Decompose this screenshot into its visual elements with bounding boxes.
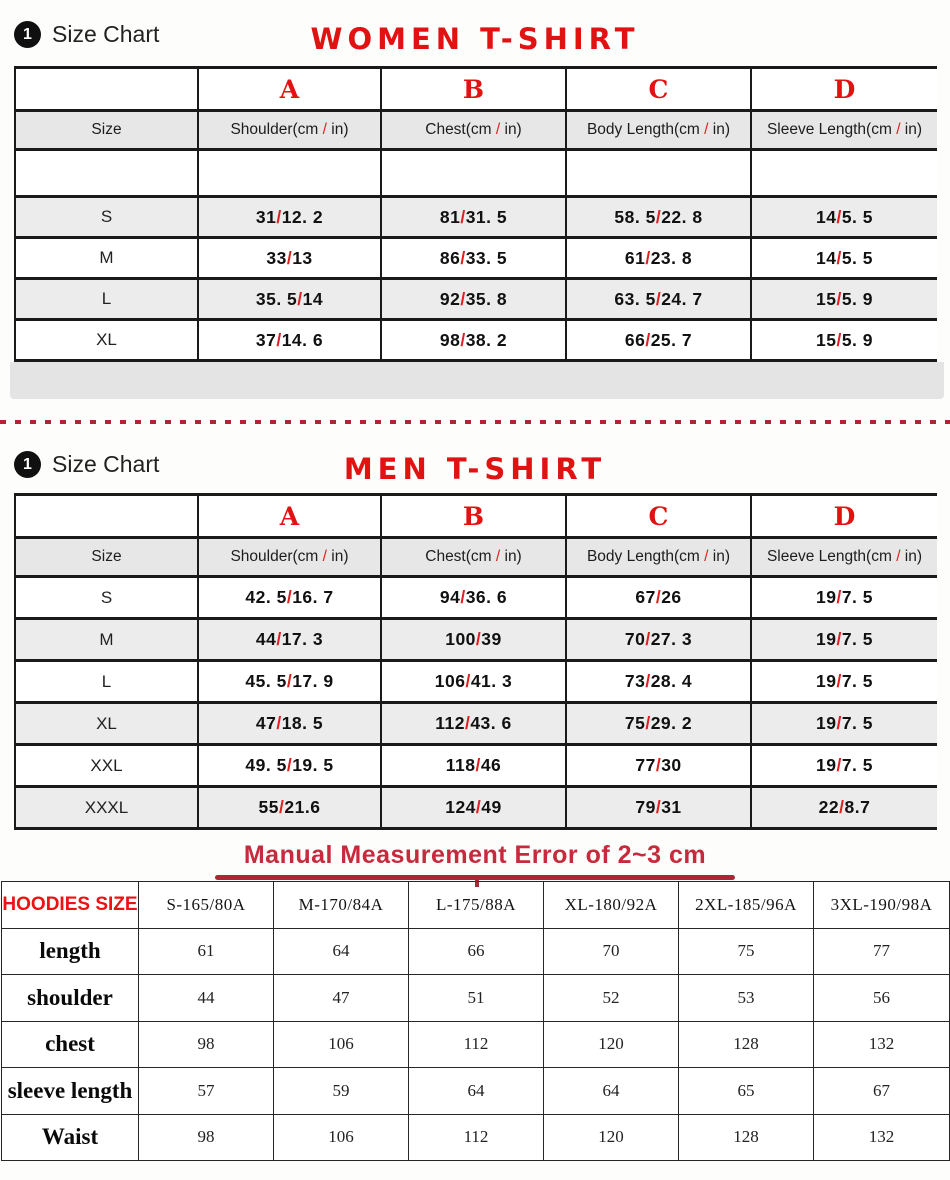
number-1-badge-icon: 1 [14, 21, 41, 48]
size-chart-label: Size Chart [52, 451, 160, 477]
measurement-value-cell: 100/39 [381, 619, 566, 661]
measure-header-cell: Body Length(cm / in) [566, 111, 751, 150]
red-slash: / [460, 587, 466, 607]
red-slash: / [655, 797, 662, 817]
measure-header-cell: Shoulder(cm / in) [198, 111, 381, 150]
hoodies-value-cell: 98 [139, 1021, 274, 1068]
measurement-value-cell: 19/7. 5 [751, 577, 937, 619]
size-cell: L [15, 279, 198, 320]
red-slash: / [286, 755, 293, 775]
women-section-header [0, 0, 950, 66]
red-slash: / [495, 548, 501, 565]
measurement-value-cell: 55/21.6 [198, 787, 381, 829]
size-data-row [15, 661, 937, 703]
red-slash: / [464, 713, 471, 733]
red-slash: / [836, 629, 842, 649]
red-slash: / [655, 755, 662, 775]
measurement-value-cell: 86/33. 5 [381, 238, 566, 279]
hoodies-value-cell: 52 [544, 975, 679, 1022]
hoodies-size-label-cell: HOODIES SIZE [2, 882, 139, 929]
women-tshirt-title: WOMEN T-SHIRT [310, 22, 640, 56]
measure-header-cell: Sleeve Length(cm / in) [751, 538, 937, 577]
red-slash: / [704, 548, 709, 565]
hoodies-value-cell: 51 [409, 975, 544, 1022]
red-slash: / [836, 247, 842, 268]
hoodies-value-cell: 128 [679, 1114, 814, 1161]
red-slash: / [276, 713, 282, 733]
hoodies-value-cell: 47 [274, 975, 409, 1022]
hoodies-value-cell: 70 [544, 928, 679, 975]
size-cell: M [15, 619, 198, 661]
measure-header-cell: Chest(cm / in) [381, 111, 566, 150]
red-slash: / [836, 671, 842, 691]
measurement-value-cell: 35. 5/14 [198, 279, 381, 320]
red-slash: / [322, 121, 327, 138]
hoodies-value-cell: 59 [274, 1068, 409, 1115]
hoodies-data-row [2, 928, 950, 975]
measurement-value-cell: 118/46 [381, 745, 566, 787]
column-header-row [15, 111, 937, 150]
measurement-value-cell: 73/28. 4 [566, 661, 751, 703]
hoodies-row-label-cell: length [2, 928, 139, 975]
size-cell: XL [15, 320, 198, 361]
hoodies-value-cell: 75 [679, 928, 814, 975]
measurement-value-cell: 106/41. 3 [381, 661, 566, 703]
hoodies-value-cell: 67 [814, 1068, 950, 1115]
measurement-error-note: Manual Measurement Error of 2~3 cm [243, 841, 707, 869]
size-chart-label: Size Chart [52, 21, 160, 47]
hoodies-value-cell: 57 [139, 1068, 274, 1115]
hoodies-column-header-cell: M-170/84A [274, 882, 409, 929]
red-slash: / [839, 797, 845, 817]
measurement-value-cell: 92/35. 8 [381, 279, 566, 320]
column-letter-cell: D [751, 68, 937, 111]
size-data-row [15, 238, 937, 279]
red-slash: / [645, 713, 651, 733]
hoodies-value-cell: 64 [409, 1068, 544, 1115]
measurement-value-cell: 19/7. 5 [751, 703, 937, 745]
red-slash: / [836, 587, 842, 607]
red-slash: / [276, 206, 282, 227]
red-slash: / [475, 797, 482, 817]
size-data-row [15, 279, 937, 320]
column-letter-cell: B [381, 495, 566, 538]
measurement-value-cell: 75/29. 2 [566, 703, 751, 745]
blank-cell [15, 150, 198, 197]
men-section-header [0, 441, 950, 493]
measurement-value-cell: 44/17. 3 [198, 619, 381, 661]
column-letter-row [15, 495, 937, 538]
hoodies-data-row [2, 1068, 950, 1115]
blank-row [15, 150, 937, 197]
hoodies-value-cell: 56 [814, 975, 950, 1022]
column-letter-cell: A [198, 68, 381, 111]
measurement-value-cell: 19/7. 5 [751, 745, 937, 787]
hoodies-value-cell: 66 [409, 928, 544, 975]
measurement-value-cell: 77/30 [566, 745, 751, 787]
red-tick-mark [475, 878, 479, 887]
size-cell: L [15, 661, 198, 703]
women-tshirt-size-table [14, 66, 937, 362]
size-cell: S [15, 577, 198, 619]
hoodies-row-label-cell: chest [2, 1021, 139, 1068]
red-slash: / [645, 329, 651, 350]
measure-header-cell: Shoulder(cm / in) [198, 538, 381, 577]
hoodies-column-header-cell: 3XL-190/98A [814, 882, 950, 929]
hoodies-value-cell: 65 [679, 1068, 814, 1115]
measurement-value-cell: 66/25. 7 [566, 320, 751, 361]
red-slash: / [645, 247, 651, 268]
column-header-row [15, 538, 937, 577]
measurement-value-cell: 61/23. 8 [566, 238, 751, 279]
measurement-value-cell: 31/12. 2 [198, 197, 381, 238]
red-slash: / [279, 797, 285, 817]
measurement-value-cell: 22/8.7 [751, 787, 937, 829]
hoodies-value-cell: 112 [409, 1021, 544, 1068]
red-slash: / [460, 288, 466, 309]
size-cell: S [15, 197, 198, 238]
measurement-value-cell: 70/27. 3 [566, 619, 751, 661]
hoodies-value-cell: 120 [544, 1114, 679, 1161]
hoodies-value-cell: 106 [274, 1021, 409, 1068]
hoodies-row-label-cell: Waist [2, 1114, 139, 1161]
red-slash: / [322, 548, 327, 565]
red-slash: / [460, 206, 466, 227]
measurement-value-cell: 14/5. 5 [751, 197, 937, 238]
separator-gap [0, 424, 950, 441]
column-letter-cell: D [751, 495, 937, 538]
letter-corner-cell [15, 495, 198, 538]
measurement-value-cell: 37/14. 6 [198, 320, 381, 361]
hoodies-row-label-cell: shoulder [2, 975, 139, 1022]
size-cell: M [15, 238, 198, 279]
red-slash: / [836, 755, 842, 775]
measurement-value-cell: 67/26 [566, 577, 751, 619]
red-slash: / [460, 329, 466, 350]
hoodies-value-cell: 61 [139, 928, 274, 975]
measurement-value-cell: 63. 5/24. 7 [566, 279, 751, 320]
hoodies-row-label-cell: sleeve length [2, 1068, 139, 1115]
red-slash: / [465, 671, 471, 691]
red-slash: / [495, 121, 501, 138]
hoodies-value-cell: 128 [679, 1021, 814, 1068]
hoodies-value-cell: 64 [274, 928, 409, 975]
blank-cell [198, 150, 381, 197]
measurement-value-cell: 49. 5/19. 5 [198, 745, 381, 787]
measurement-value-cell: 47/18. 5 [198, 703, 381, 745]
size-header-cell: Size [15, 111, 198, 150]
hoodies-value-cell: 53 [679, 975, 814, 1022]
measurement-value-cell: 19/7. 5 [751, 619, 937, 661]
column-letter-cell: C [566, 495, 751, 538]
measure-header-cell: Chest(cm / in) [381, 538, 566, 577]
size-cell: XXL [15, 745, 198, 787]
hoodies-value-cell: 106 [274, 1114, 409, 1161]
hoodies-value-cell: 64 [544, 1068, 679, 1115]
measurement-value-cell: 81/31. 5 [381, 197, 566, 238]
measurement-value-cell: 94/36. 6 [381, 577, 566, 619]
hoodies-data-row [2, 1114, 950, 1161]
size-data-row [15, 745, 937, 787]
men-tshirt-title: MEN T-SHIRT [343, 452, 607, 486]
red-slash: / [475, 629, 482, 649]
hoodies-value-cell: 132 [814, 1114, 950, 1161]
measurement-value-cell: 15/5. 9 [751, 320, 937, 361]
red-slash: / [836, 713, 842, 733]
red-slash: / [655, 587, 662, 607]
red-slash: / [645, 671, 651, 691]
size-data-row [15, 320, 937, 361]
measurement-value-cell: 79/31 [566, 787, 751, 829]
size-data-row [15, 577, 937, 619]
women-table-footer-band [10, 362, 944, 399]
red-slash: / [655, 206, 662, 227]
red-slash: / [286, 671, 293, 691]
hoodies-header-row [2, 882, 950, 929]
size-data-row [15, 787, 937, 829]
measure-header-cell: Body Length(cm / in) [566, 538, 751, 577]
measurement-value-cell: 42. 5/16. 7 [198, 577, 381, 619]
hoodies-value-cell: 120 [544, 1021, 679, 1068]
number-1-badge-icon: 1 [14, 451, 41, 478]
red-slash: / [276, 629, 282, 649]
size-data-row [15, 619, 937, 661]
red-slash: / [297, 288, 303, 309]
measurement-value-cell: 15/5. 9 [751, 279, 937, 320]
hoodies-value-cell: 44 [139, 975, 274, 1022]
size-data-row [15, 703, 937, 745]
size-header-cell: Size [15, 538, 198, 577]
size-cell: XL [15, 703, 198, 745]
hoodies-column-header-cell: L-175/88A [409, 882, 544, 929]
blank-cell [566, 150, 751, 197]
red-slash: / [475, 755, 481, 775]
red-slash: / [655, 288, 662, 309]
hoodies-column-header-cell: XL-180/92A [544, 882, 679, 929]
letter-corner-cell [15, 68, 198, 111]
measurement-value-cell: 19/7. 5 [751, 661, 937, 703]
red-slash: / [286, 587, 293, 607]
hoodies-value-cell: 132 [814, 1021, 950, 1068]
column-letter-cell: B [381, 68, 566, 111]
hoodies-value-cell: 112 [409, 1114, 544, 1161]
hoodies-value-cell: 98 [139, 1114, 274, 1161]
hoodies-value-cell: 77 [814, 928, 950, 975]
measurement-value-cell: 45. 5/17. 9 [198, 661, 381, 703]
blank-cell [381, 150, 566, 197]
measure-header-cell: Sleeve Length(cm / in) [751, 111, 937, 150]
measurement-value-cell: 14/5. 5 [751, 238, 937, 279]
column-letter-cell: A [198, 495, 381, 538]
hoodies-data-row [2, 975, 950, 1022]
red-slash: / [836, 288, 842, 309]
red-slash: / [704, 121, 709, 138]
hoodies-data-row [2, 1021, 950, 1068]
red-slash: / [836, 206, 842, 227]
hoodies-column-header-cell: S-165/80A [139, 882, 274, 929]
men-tshirt-size-table [14, 493, 937, 830]
red-slash: / [896, 548, 901, 565]
red-slash: / [286, 247, 293, 268]
hoodies-column-header-cell: 2XL-185/96A [679, 882, 814, 929]
red-slash: / [460, 247, 466, 268]
measurement-value-cell: 124/49 [381, 787, 566, 829]
red-slash: / [896, 121, 901, 138]
measurement-value-cell: 58. 5/22. 8 [566, 197, 751, 238]
measurement-value-cell: 112/43. 6 [381, 703, 566, 745]
blank-cell [751, 150, 937, 197]
red-slash: / [836, 329, 842, 350]
red-slash: / [645, 629, 651, 649]
column-letter-row [15, 68, 937, 111]
red-underline-bar [215, 875, 735, 880]
column-letter-cell: C [566, 68, 751, 111]
red-slash: / [276, 329, 282, 350]
size-data-row [15, 197, 937, 238]
hoodies-size-table [1, 881, 950, 1161]
size-cell: XXXL [15, 787, 198, 829]
measurement-value-cell: 98/38. 2 [381, 320, 566, 361]
measurement-value-cell: 33/13 [198, 238, 381, 279]
